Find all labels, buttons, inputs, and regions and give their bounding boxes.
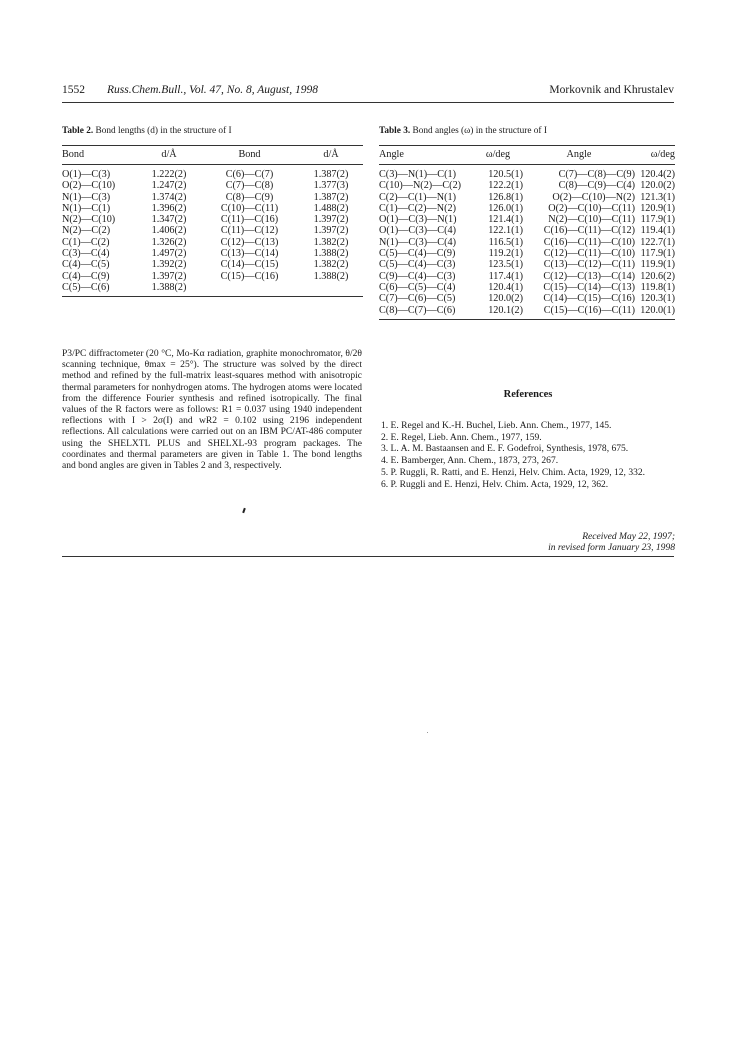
table-row: C(3)—C(4) 1.497(2) C(13)—C(14) 1.388(2)	[62, 248, 349, 260]
table-row: C(5)—C(4)—C(3) 123.5(1) C(13)—C(12)—C(11) 119.9(1)	[379, 259, 675, 271]
table-row: C(2)—C(1)—N(1) 126.8(1) O(2)—C(10)—N(2) 121.3(1)	[379, 191, 675, 203]
table-row: C(10)—N(2)—C(2) 122.2(1) C(8)—C(9)—C(4) 120.0(2)	[379, 180, 675, 192]
table-2-caption: Table 2. Bond lengths (d) in the structure of I	[62, 126, 232, 136]
table-row: C(4)—C(9) 1.397(2) C(15)—C(16) 1.388(2)	[62, 270, 349, 282]
table-row: C(9)—C(4)—C(3) 117.4(1) C(12)—C(13)—C(14) 120.6(2)	[379, 270, 675, 282]
reference-item: 6. P. Ruggli and E. Henzi, Helv. Chim. Acta, 1929, 12, 362.	[381, 478, 609, 490]
reference-item: 3. L. A. M. Bastaansen and E. F. Godefroi, Synthesis, 1978, 675.	[381, 443, 629, 455]
table-2	[62, 126, 363, 297]
table-row: C(8)—C(7)—C(6) 120.1(2) C(15)—C(16)—C(11) 120.0(1)	[379, 305, 675, 320]
table-3-col-omega-2: ω/deg	[635, 146, 675, 165]
reference-item: 5. P. Ruggli, R. Ratti, and E. Henzi, Helv. Chim. Acta, 1929, 12, 332.	[381, 466, 646, 478]
table-row: C(6)—C(5)—C(4) 120.4(1) C(15)—C(14)—C(13) 119.8(1)	[379, 281, 675, 293]
table-2-header-row	[62, 146, 363, 165]
table-row: C(1)—C(2) 1.326(2) C(12)—C(13) 1.382(2)	[62, 236, 349, 248]
received-dates	[548, 531, 675, 553]
table-row: C(5)—C(6) 1.388(2)	[62, 282, 363, 297]
reference-item: 1. E. Regel and K.-H. Buchel, Lieb. Ann. Chem., 1977, 145.	[381, 420, 612, 431]
experimental-paragraph: P3/PC diffractometer (20 °C, Mo-Kα radiation, graphite monochromator, θ/2θ scanning technique, θmax = 25°). The structure was solved by the direct method and refined by the full-matrix least-squares method with anisotropic thermal parameters for nonhydrogen atoms. The hydrogen atoms were located from the difference Fourier synthesis and refined isotropically. The final values of the R factors were as follows: R1 = 0.037 using 1940 independent reflections with I > 2σ(I) and wR2 = 0.102 using 2196 independent reflections. All calculations were carried out on an IBM PC/AT-486 computer using the SHELXTL PLUS and SHELXL-93 program packages. The coordinates and thermal parameters are given in Table 1. The bond lengths and bond angles are given in Tables 2 and 3, respectively.	[62, 348, 362, 472]
table-3-header-row	[379, 146, 675, 165]
header-rule	[62, 102, 674, 103]
running-authors: Morkovnik and Khrustalev	[549, 84, 674, 96]
journal-citation: Russ.Chem.Bull., Vol. 47, No. 8, August, 1998	[107, 84, 318, 96]
table-row: C(4)—C(5) 1.392(2) C(14)—C(15) 1.382(2)	[62, 259, 349, 271]
table-row: N(1)—C(3) 1.374(2) C(8)—C(9) 1.387(2)	[62, 191, 349, 203]
scan-dot	[427, 732, 428, 733]
table-3-col-omega: ω/deg	[473, 146, 523, 165]
table-row: N(1)—C(1) 1.396(2) C(10)—C(11) 1.488(2)	[62, 202, 349, 214]
table-row: C(7)—C(6)—C(5) 120.0(2) C(14)—C(15)—C(16) 120.3(1)	[379, 293, 675, 305]
table-3-col-angle: Angle	[379, 146, 473, 165]
reference-item: 4. E. Bamberger, Ann. Chem., 1873, 273, 267.	[381, 455, 559, 467]
table-row: O(1)—C(3)—C(4) 122.1(1) C(16)—C(11)—C(12) 119.4(1)	[379, 225, 675, 237]
reference-item: 2. E. Regel, Lieb. Ann. Chem., 1977, 159.	[381, 431, 542, 443]
table-2-col-d: d/Å	[138, 146, 200, 165]
table-2-col-bond: Bond	[62, 146, 138, 165]
references-heading: References	[503, 389, 553, 400]
table-row: C(3)—N(1)—C(1) 120.5(1) C(7)—C(8)—C(9) 120.4(2)	[379, 169, 675, 180]
page-number: 1552	[62, 84, 85, 96]
table-3-grid	[379, 145, 675, 320]
table-3-caption: Table 3. Bond angles (ω) in the structure of I	[379, 126, 547, 136]
table-row: O(2)—C(10) 1.247(2) C(7)—C(8) 1.377(3)	[62, 180, 349, 192]
table-row: O(1)—C(3) 1.222(2) C(6)—C(7) 1.387(2)	[62, 169, 349, 180]
table-row: N(2)—C(2) 1.406(2) C(11)—C(12) 1.397(2)	[62, 225, 349, 237]
table-row: O(1)—C(3)—N(1) 121.4(1) N(2)—C(10)—C(11) 117.9(1)	[379, 214, 675, 226]
table-row: C(5)—C(4)—C(9) 119.2(1) C(12)—C(11)—C(10) 117.9(1)	[379, 248, 675, 260]
table-2-col-bond-2: Bond	[200, 146, 299, 165]
references-list	[381, 420, 675, 490]
table-3-col-angle-2: Angle	[523, 146, 635, 165]
bottom-rule	[62, 556, 674, 557]
table-3	[379, 126, 675, 320]
revised-date: in revised form January 23, 1998	[548, 542, 675, 554]
scan-speck	[242, 508, 246, 513]
table-2-grid	[62, 145, 363, 297]
table-row: N(1)—C(3)—C(4) 116.5(1) C(16)—C(11)—C(10) 122.7(1)	[379, 236, 675, 248]
running-header	[62, 84, 674, 100]
table-2-col-d-2: d/Å	[299, 146, 363, 165]
table-row: N(2)—C(10) 1.347(2) C(11)—C(16) 1.397(2)	[62, 214, 349, 226]
table-row: C(1)—C(2)—N(2) 126.0(1) O(2)—C(10)—C(11) 120.9(1)	[379, 202, 675, 214]
received-date: Received May 22, 1997;	[582, 531, 675, 542]
